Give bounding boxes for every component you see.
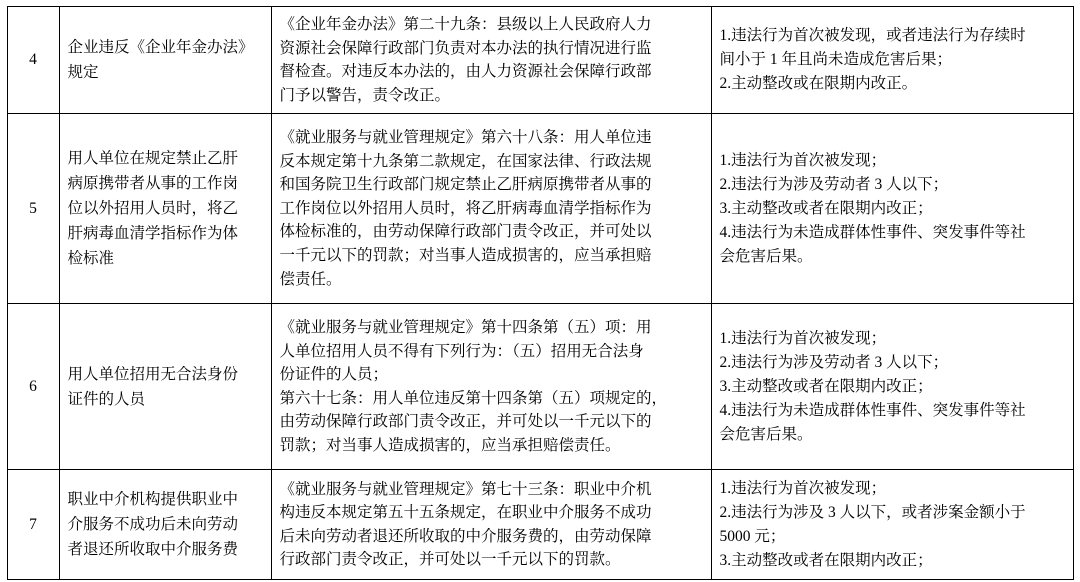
text-line: 1.违法行为首次被发现； [719,151,887,169]
violation-behavior-cell [59,470,271,580]
row-number-cell [7,470,59,580]
text-line: 行政部门责令改正，并可处以一千元以下的罚款。 [279,551,621,569]
text-line: 5000 元； [719,527,786,545]
applicable-condition-cell [711,114,1073,304]
text-line: 体检标准的，由劳动保障行政部门责令改正，并可处以 [279,223,652,241]
text-line: 2.主动整改或在限期内改正。 [719,75,918,93]
text-line: 间小于 1 年且尚未造成危害后果； [719,51,953,69]
text-line: 2.违法行为涉及劳动者 3 人以下； [719,175,949,193]
applicable-condition-cell [711,470,1073,580]
text-line: 4.违法行为未造成群体性事件、突发事件等社 [719,401,1026,419]
text-line: 工作岗位以外招用人员时，将乙肝病毒血清学指标作为 [279,199,652,217]
applicable-condition-cell [711,304,1073,470]
text-line: 用人单位招用无合法身份 [67,365,239,383]
text-line: 用人单位在规定禁止乙肝 [67,149,239,167]
text-line: 会危害后果。 [719,425,813,443]
text-line: 3.主动整改或者在限期内改正； [719,551,933,569]
text-line: 3.主动整改或者在限期内改正； [719,377,933,395]
penalty-discretion-table [7,6,1074,580]
text-line: 资源社会保障行政部门负责对本办法的执行情况进行监 [279,39,652,57]
text-line: 和国务院卫生行政部门规定禁止乙肝病原携带者从事的 [279,176,652,194]
row-number-cell [7,7,59,114]
text-line: 份证件的人员； [279,366,389,384]
row-number-cell [7,304,59,470]
text-line: 介服务不成功后未向劳动 [67,516,239,534]
text-line: 1.违法行为首次被发现，或者违法行为存续时 [719,27,1026,45]
text-line: 企业违反《企业年金办法》 [67,38,254,56]
text-line: 后未向劳动者退还所收取的中介服务费的，由劳动保障 [279,527,652,545]
row-number: 6 [29,377,37,395]
text-line: 门予以警告，责令改正。 [279,86,451,104]
table-row [7,470,1073,580]
table-row [7,304,1073,470]
text-line: 1.违法行为首次被发现； [719,479,887,497]
text-line: 反本规定第十九条第二款规定，在国家法律、行政法规 [279,152,652,170]
text-line: 会危害后果。 [719,247,813,265]
row-number: 7 [29,515,37,533]
violation-behavior-cell [59,114,271,304]
table-row [7,114,1073,304]
text-line: 《就业服务与就业管理规定》第七十三条：职业中介机 [279,480,652,498]
text-line: 人单位招用人员不得有下列行为：（五）招用无合法身 [279,342,644,360]
violation-behavior-cell [59,304,271,470]
penalty-basis-cell [271,304,711,470]
text-line: 由劳动保障行政部门责令改正，并可处以一千元以下的 [279,413,652,431]
text-line: 证件的人员 [67,390,146,408]
text-line: 3.主动整改或者在限期内改正； [719,199,933,217]
text-line: 肝病毒血清学指标作为体 [67,225,239,243]
penalty-basis-cell [271,114,711,304]
text-line: 构违反本规定第五十五条规定，在职业中介服务不成功 [279,504,652,522]
table-row [7,7,1073,114]
text-line: 检标准 [67,250,115,268]
text-line: 4.违法行为未造成群体性事件、突发事件等社 [719,223,1026,241]
text-line: 病原携带者从事的工作岗 [67,175,239,193]
penalty-basis-cell [271,7,711,114]
text-line: 2.违法行为涉及劳动者 3 人以下； [719,353,949,371]
text-line: 《企业年金办法》第二十九条：县级以上人民政府人力 [279,16,652,33]
text-line: 规定 [67,64,99,82]
text-line: 偿责任。 [279,270,342,288]
applicable-condition-cell [711,7,1073,114]
text-line: 罚款；对当事人造成损害的，应当承担赔偿责任。 [279,436,621,454]
text-line: 1.违法行为首次被发现； [719,329,887,347]
text-line: 督检查。对违反本办法的，由人力资源社会保障行政部 [279,63,652,81]
text-line: 《就业服务与就业管理规定》第六十八条：用人单位违 [279,129,652,147]
violation-behavior-cell [59,7,271,114]
row-number: 4 [29,51,37,69]
row-number-cell [7,114,59,304]
text-line: 一千元以下的罚款；对当事人造成损害的，应当承担赔 [279,247,652,264]
penalty-basis-cell [271,470,711,580]
text-line: 职业中介机构提供职业中 [67,491,239,509]
text-line: 第六十七条：用人单位违反第十四条第（五）项规定的， [279,389,668,407]
text-line: 《就业服务与就业管理规定》第十四条第（五）项：用 [279,319,652,337]
text-line: 2.违法行为涉及 3 人以下，或者涉案金额小于 [719,503,1026,521]
text-line: 位以外招用人员时，将乙 [67,200,239,218]
row-number: 5 [29,199,37,217]
text-line: 者退还所收取中介服务费 [67,541,239,559]
